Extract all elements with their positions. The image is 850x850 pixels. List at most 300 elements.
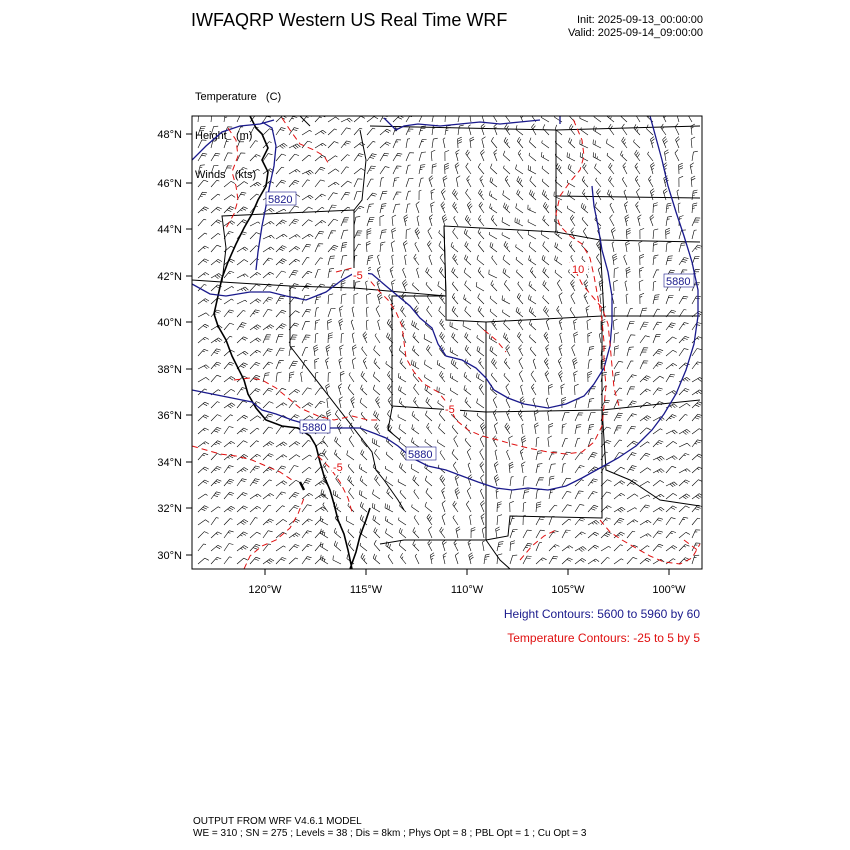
wind-barb	[224, 221, 235, 226]
wind-barb	[523, 543, 532, 551]
wind-barb	[367, 166, 376, 174]
wind-barb	[567, 206, 575, 213]
wind-barb	[478, 267, 484, 278]
wind-barb	[541, 152, 549, 161]
wind-barb	[614, 346, 619, 356]
wind-barb	[588, 398, 594, 408]
wind-barb	[341, 255, 347, 265]
wind-barb	[346, 516, 354, 525]
wind-barb	[666, 323, 676, 330]
wind-barb	[393, 140, 401, 148]
wind-barb	[360, 476, 367, 486]
wind-barb	[237, 140, 245, 148]
wind-barb	[528, 205, 536, 213]
wind-barb	[545, 371, 549, 382]
wind-barb	[250, 338, 261, 343]
wind-barb	[302, 170, 313, 175]
wind-barb	[276, 403, 287, 408]
wind-barb	[237, 401, 247, 408]
wind-barb	[489, 191, 497, 200]
wind-barb	[289, 169, 300, 174]
wind-barb	[543, 268, 549, 279]
wind-barb	[679, 258, 688, 266]
wind-barb	[276, 271, 286, 278]
wind-barb	[315, 507, 326, 512]
wind-barb	[302, 531, 312, 538]
wind-barb	[302, 455, 312, 460]
wind-barb	[588, 332, 592, 343]
wind-barb	[575, 558, 586, 564]
wind-barb	[467, 202, 472, 213]
wind-barb	[323, 449, 328, 460]
wind-barb	[548, 436, 552, 447]
wind-barb	[529, 320, 536, 330]
wind-barb	[601, 557, 610, 564]
wind-barb	[452, 425, 458, 434]
wind-barb	[451, 359, 458, 369]
wind-barb	[403, 241, 407, 252]
wind-barb	[574, 371, 578, 382]
wind-barb	[679, 429, 690, 434]
wind-barb	[211, 259, 222, 265]
wind-barb	[676, 137, 680, 148]
wind-barb	[211, 126, 218, 135]
wind-barb	[536, 437, 539, 447]
wind-barb	[572, 345, 575, 356]
wind-barb	[432, 125, 438, 135]
wind-barb	[276, 324, 286, 330]
wind-barb	[412, 505, 419, 513]
wind-barb	[237, 127, 243, 135]
wind-barb	[276, 154, 286, 161]
wind-barb	[211, 338, 222, 343]
wind-barb	[582, 189, 588, 200]
wind-barb	[341, 118, 352, 122]
model-version: OUTPUT FROM WRF V4.6.1 MODEL	[193, 816, 362, 827]
wind-barb	[640, 534, 651, 538]
wind-barb	[339, 319, 343, 330]
wind-barb	[536, 558, 547, 564]
wind-barb	[302, 141, 312, 148]
wind-barb	[594, 114, 601, 122]
wind-barb	[490, 204, 497, 213]
wind-barb	[328, 333, 333, 343]
wind-barb	[588, 346, 594, 356]
wind-barb	[653, 255, 658, 265]
wind-barb	[442, 501, 445, 512]
wind-barb	[575, 491, 584, 499]
wind-barb	[224, 466, 234, 473]
wind-barb	[471, 527, 475, 538]
wind-barb	[476, 282, 484, 291]
wind-barb	[458, 125, 464, 135]
wind-barb	[334, 528, 341, 538]
wind-barb	[328, 256, 335, 265]
wind-barb	[490, 164, 497, 174]
wind-barb	[314, 345, 319, 356]
wind-barb	[588, 559, 599, 564]
wind-barb	[679, 414, 687, 421]
wind-barb	[666, 518, 676, 525]
wind-barb	[653, 281, 656, 291]
wind-barb	[398, 373, 406, 382]
wind-barb	[567, 152, 575, 161]
wind-barb	[393, 178, 399, 188]
wind-barb	[523, 477, 527, 487]
wind-barb	[490, 242, 497, 252]
wind-barb	[517, 293, 523, 304]
wind-barb	[490, 296, 497, 304]
height-label: 5880	[666, 276, 691, 288]
wind-barb	[198, 494, 208, 499]
wind-barb	[580, 116, 588, 122]
wind-barb	[507, 450, 511, 460]
wind-barb	[614, 268, 619, 279]
wind-barb	[546, 398, 549, 408]
wind-barb	[624, 255, 627, 265]
wind-barb	[437, 387, 445, 395]
wind-barb	[653, 544, 663, 551]
wind-barb	[593, 140, 601, 149]
wind-barb	[198, 480, 209, 486]
wind-barb	[362, 347, 367, 356]
wind-barb	[349, 373, 354, 383]
wind-barb	[568, 164, 575, 174]
wind-barb	[198, 349, 208, 356]
wind-barb	[588, 479, 598, 486]
wind-barb	[651, 163, 655, 174]
temperature-label: 10	[572, 264, 585, 276]
wind-barb	[400, 358, 406, 369]
wind-barb	[496, 488, 500, 499]
wind-barb	[536, 502, 541, 512]
wind-barb	[341, 294, 346, 304]
wind-barb	[653, 376, 664, 382]
wind-barb	[211, 466, 221, 473]
wind-barb	[341, 218, 349, 226]
wind-barb	[276, 283, 283, 291]
wind-barb	[411, 464, 419, 473]
wind-barb	[263, 531, 273, 538]
wind-barb	[653, 242, 658, 252]
wind-barb	[250, 428, 259, 434]
wind-barb	[289, 270, 298, 278]
lat-tick-label: 34°N	[157, 457, 182, 469]
wind-barb	[455, 488, 460, 499]
lat-tick-label: 44°N	[157, 224, 182, 236]
wind-barb	[570, 215, 575, 226]
wind-barb	[542, 140, 549, 148]
wind-barb	[523, 556, 532, 564]
wind-barb	[542, 190, 549, 200]
wind-barb	[341, 333, 344, 343]
wind-barb	[510, 541, 515, 551]
wind-barb	[412, 321, 419, 331]
wind-barb	[406, 139, 410, 148]
wind-barb	[481, 124, 485, 135]
wind-barb	[416, 202, 419, 213]
wind-barb	[315, 333, 318, 343]
wind-barb	[224, 403, 235, 408]
wind-barb	[555, 270, 562, 278]
wind-barb	[237, 532, 248, 538]
wind-barb	[614, 440, 622, 447]
wind-barb	[454, 216, 458, 226]
wind-barb	[328, 142, 338, 149]
wind-barb	[426, 345, 432, 356]
wind-barb	[505, 423, 510, 434]
wind-barb	[374, 449, 380, 460]
wind-barb	[425, 502, 432, 512]
wind-barb	[438, 281, 445, 291]
wind-barb	[692, 494, 703, 499]
wind-barb	[562, 505, 572, 512]
wind-barb	[328, 319, 332, 330]
wind-barb	[237, 207, 248, 213]
wind-barb	[391, 241, 395, 252]
wind-barb	[276, 372, 282, 382]
wind-barb	[521, 385, 524, 395]
wind-barb	[198, 180, 208, 187]
wind-barb	[586, 306, 590, 317]
wind-barb	[559, 319, 562, 330]
wind-barb	[593, 126, 601, 135]
wind-barb	[464, 372, 471, 382]
wind-barb	[439, 307, 445, 318]
wind-barb	[522, 462, 526, 473]
wind-barb	[198, 442, 209, 447]
wind-barb	[640, 495, 650, 499]
wind-barb	[419, 165, 425, 175]
wind-barb	[614, 532, 625, 538]
wind-barb	[635, 150, 640, 161]
wind-barb	[367, 293, 371, 304]
wind-barb	[263, 181, 274, 187]
wind-barb	[692, 530, 700, 538]
wind-barb	[237, 182, 248, 188]
wind-barb	[443, 176, 447, 187]
wind-barb	[315, 401, 325, 408]
wind-barb	[334, 450, 341, 460]
wind-barb	[405, 255, 407, 265]
wind-barb	[650, 215, 654, 226]
wind-barb	[640, 293, 644, 304]
wind-barb	[640, 481, 650, 486]
wind-barb	[276, 455, 287, 460]
wind-barb	[557, 306, 562, 317]
wind-barb	[493, 436, 497, 447]
wind-barb	[439, 371, 445, 382]
wind-barb	[374, 528, 380, 539]
wind-barb	[653, 507, 664, 512]
wind-barb	[427, 306, 432, 317]
wind-barb	[506, 384, 510, 395]
wind-barb	[465, 215, 471, 226]
wind-barb	[302, 388, 312, 395]
wind-barb	[583, 163, 588, 174]
wind-barb	[465, 397, 471, 408]
wind-barb	[445, 163, 449, 174]
wind-barb	[479, 358, 484, 369]
wind-barb	[328, 268, 334, 278]
wind-barb	[302, 155, 311, 161]
wind-barb	[263, 297, 273, 304]
wind-barb	[480, 449, 484, 460]
wind-barb	[623, 163, 627, 174]
wind-barb	[491, 358, 497, 369]
wind-barb	[622, 137, 627, 148]
wind-barb	[302, 544, 312, 551]
init-time: Init: 2025-09-13_00:00:00	[577, 14, 703, 26]
wind-barb	[614, 333, 619, 343]
wind-barb	[464, 268, 471, 278]
wind-barb	[326, 345, 330, 356]
wind-barb	[456, 527, 460, 538]
wind-barb	[562, 424, 567, 434]
wind-barb	[679, 480, 690, 486]
wind-barb	[400, 553, 406, 564]
wind-barb	[406, 229, 411, 239]
wind-barb	[529, 281, 536, 291]
wind-barb	[320, 516, 328, 525]
temperature-label: -5	[445, 404, 455, 416]
wind-barb	[414, 384, 420, 395]
wind-barb	[375, 423, 381, 434]
wind-barb	[626, 241, 630, 252]
wind-barb	[458, 113, 464, 123]
wind-barb	[341, 230, 348, 239]
wind-barb	[666, 546, 677, 552]
wind-barb	[666, 441, 677, 447]
wind-barb	[237, 287, 248, 291]
wind-barb	[679, 532, 690, 538]
wind-barb	[653, 388, 663, 395]
wind-barb	[666, 374, 675, 382]
wind-barb	[224, 181, 235, 187]
wind-barb	[562, 491, 571, 499]
wind-barb	[593, 152, 601, 161]
wind-barb	[544, 358, 549, 369]
wind-barb	[339, 306, 343, 317]
wind-barb	[224, 415, 233, 421]
wind-barb	[556, 163, 562, 174]
wind-barb	[453, 462, 458, 473]
wind-barb	[399, 346, 406, 356]
wind-barb	[276, 546, 286, 551]
wind-barb	[263, 247, 274, 252]
wind-barb	[640, 348, 648, 356]
wind-barb	[453, 228, 458, 239]
wind-barb	[289, 389, 300, 395]
wind-barb	[289, 259, 300, 265]
wind-barb	[477, 255, 484, 265]
wind-barb	[666, 203, 671, 213]
wind-barb	[376, 397, 381, 408]
wind-barb	[276, 442, 287, 447]
wind-barb	[692, 203, 697, 213]
wind-barb	[692, 555, 699, 564]
wind-barb	[328, 231, 336, 239]
wind-barb	[481, 501, 485, 512]
wind-barb	[315, 180, 325, 187]
wind-barb	[430, 553, 434, 564]
wind-barb	[263, 402, 273, 408]
wind-barb	[224, 557, 232, 564]
wind-barb	[392, 228, 396, 239]
wind-barb	[453, 202, 458, 213]
wind-barb	[516, 165, 524, 174]
wind-barb	[354, 191, 361, 200]
wind-barb	[692, 256, 700, 265]
wind-barb	[477, 399, 484, 409]
wind-barb	[607, 153, 614, 161]
wind-barb	[529, 153, 536, 161]
wind-barb	[250, 479, 260, 486]
height-label: 5880	[408, 449, 433, 461]
wind-barb	[478, 215, 484, 226]
wind-barb	[315, 481, 326, 486]
wind-barb	[614, 280, 618, 291]
wind-barb	[412, 283, 419, 291]
wind-barb	[582, 176, 588, 187]
wind-barb	[523, 530, 532, 538]
wind-barb	[679, 443, 690, 447]
wind-barb	[464, 411, 471, 421]
wind-barb	[388, 554, 393, 564]
wind-barb	[510, 489, 516, 499]
latitude-labels	[157, 129, 182, 562]
wind-barb	[367, 307, 369, 317]
wind-barb	[516, 244, 523, 252]
wind-barb	[289, 311, 300, 317]
wind-barb	[224, 377, 235, 383]
wind-barb	[638, 215, 642, 226]
wind-barb	[542, 166, 549, 174]
wind-barb	[352, 345, 356, 356]
wind-barb	[597, 189, 602, 200]
wind-barb	[341, 192, 350, 200]
wind-barb	[224, 299, 234, 304]
wind-barb	[250, 441, 259, 447]
wind-barb	[543, 202, 549, 213]
wind-barb	[480, 176, 484, 187]
wind-barb	[627, 453, 636, 460]
wind-barb	[363, 358, 367, 369]
wind-barb	[276, 296, 285, 304]
wind-barb	[650, 137, 654, 148]
wind-barb	[624, 202, 628, 213]
wind-barb	[517, 230, 523, 239]
wind-barb	[425, 439, 432, 447]
wind-barb	[610, 203, 614, 213]
wind-barb	[419, 178, 424, 187]
wind-barb	[478, 241, 484, 252]
wind-barb	[367, 154, 377, 161]
wind-barb	[492, 319, 497, 330]
wind-barb	[224, 492, 234, 499]
wind-barb	[453, 501, 458, 512]
wind-barb	[518, 150, 523, 161]
wind-barb	[428, 540, 432, 551]
wind-barb	[302, 505, 312, 512]
wind-barb	[250, 544, 260, 551]
wind-barb	[509, 436, 513, 447]
wind-barb	[653, 440, 663, 447]
wind-barb	[666, 337, 677, 343]
wind-barb	[640, 361, 648, 369]
wind-barb	[276, 180, 286, 187]
wind-barb	[211, 375, 221, 382]
